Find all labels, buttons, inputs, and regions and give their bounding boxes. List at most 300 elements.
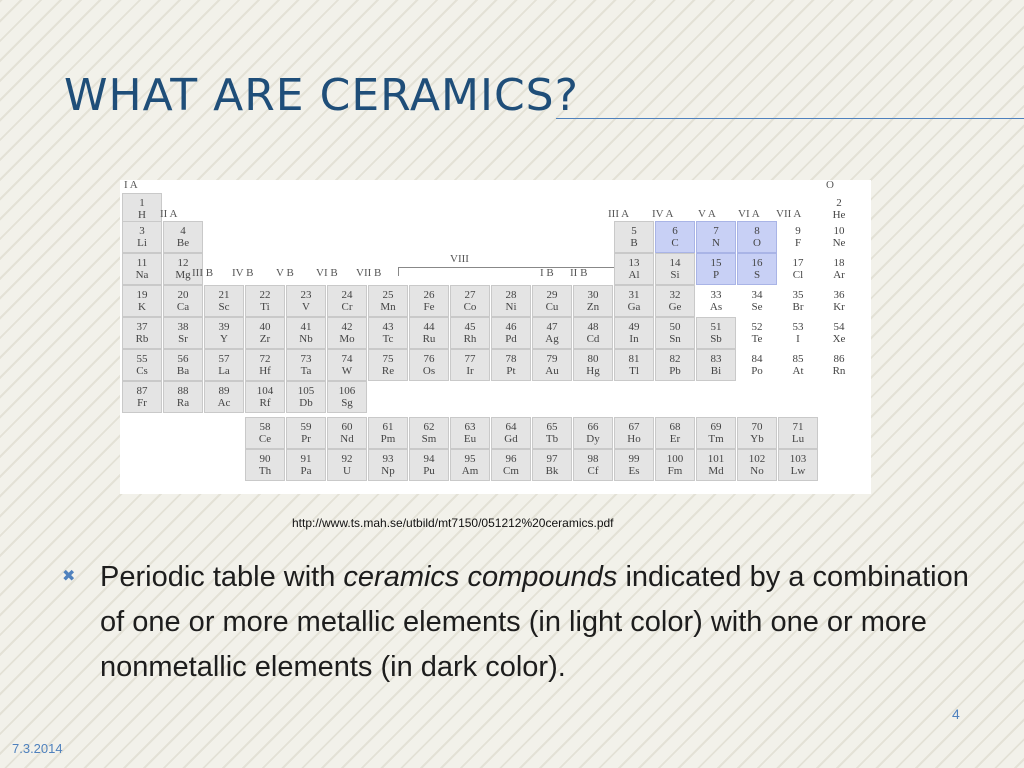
element-symbol: Se	[751, 301, 763, 313]
element-symbol: Rh	[463, 333, 477, 345]
atomic-number: 99	[628, 453, 640, 465]
group-label: II B	[570, 267, 588, 279]
element-cell-se	[737, 285, 777, 317]
atomic-number: 105	[297, 385, 315, 397]
atomic-number: 11	[136, 257, 148, 269]
atomic-number: 76	[423, 353, 435, 365]
element-symbol: Re	[381, 365, 395, 377]
element-symbol: Pb	[669, 365, 681, 377]
element-cell-tl	[614, 349, 654, 381]
element-cell-tc	[368, 317, 408, 349]
element-symbol: No	[750, 465, 764, 477]
element-cell-na	[122, 253, 162, 285]
element-cell-b	[614, 221, 654, 253]
element-symbol: Bi	[710, 365, 722, 377]
atomic-number: 85	[792, 353, 804, 365]
element-symbol: Rn	[832, 365, 846, 377]
atomic-number: 4	[180, 225, 186, 237]
group-label: VI B	[316, 267, 338, 279]
element-cell-te	[737, 317, 777, 349]
atomic-number: 32	[669, 289, 681, 301]
element-symbol: S	[753, 269, 761, 281]
element-symbol: Rf	[259, 397, 271, 409]
element-symbol: Ba	[176, 365, 190, 377]
atomic-number: 40	[259, 321, 271, 333]
element-cell-pd	[491, 317, 531, 349]
group-label: I A	[124, 179, 138, 191]
element-cell-zn	[573, 285, 613, 317]
element-symbol: Pu	[423, 465, 435, 477]
element-symbol: Li	[137, 237, 147, 249]
element-cell-i	[778, 317, 818, 349]
element-cell-lu	[778, 417, 818, 449]
element-symbol: Tl	[629, 365, 639, 377]
atomic-number: 5	[631, 225, 637, 237]
element-cell-cd	[573, 317, 613, 349]
element-symbol: Md	[708, 465, 724, 477]
element-cell-al	[614, 253, 654, 285]
element-cell-ho	[614, 417, 654, 449]
element-cell-au	[532, 349, 572, 381]
element-cell-gd	[491, 417, 531, 449]
title-underline	[556, 118, 1024, 119]
element-symbol: Lw	[790, 465, 806, 477]
element-symbol: Sr	[178, 333, 188, 345]
element-cell-li	[122, 221, 162, 253]
element-cell-sm	[409, 417, 449, 449]
atomic-number: 53	[792, 321, 804, 333]
atomic-number: 86	[833, 353, 845, 365]
element-symbol: Kr	[833, 301, 845, 313]
element-symbol: Pa	[300, 465, 312, 477]
element-cell-cs	[122, 349, 162, 381]
group-label: V B	[276, 267, 294, 279]
element-symbol: Lu	[791, 433, 805, 445]
element-cell-rf	[245, 381, 285, 413]
element-symbol: Am	[461, 465, 479, 477]
element-cell-re	[368, 349, 408, 381]
element-symbol: Ce	[258, 433, 272, 445]
element-cell-tb	[532, 417, 572, 449]
element-symbol: Pm	[380, 433, 396, 445]
atomic-number: 60	[341, 421, 353, 433]
source-url[interactable]: http://www.ts.mah.se/utbild/mt7150/051212%20ceramics.pdf	[292, 516, 614, 530]
element-cell-es	[614, 449, 654, 481]
element-cell-rh	[450, 317, 490, 349]
atomic-number: 88	[177, 385, 189, 397]
element-symbol: P	[712, 269, 720, 281]
element-symbol: Au	[545, 365, 559, 377]
atomic-number: 71	[792, 421, 804, 433]
element-cell-co	[450, 285, 490, 317]
element-symbol: Al	[628, 269, 640, 281]
atomic-number: 56	[177, 353, 189, 365]
element-cell-w	[327, 349, 367, 381]
atomic-number: 66	[587, 421, 599, 433]
element-symbol: Be	[176, 237, 190, 249]
element-cell-sc	[204, 285, 244, 317]
element-cell-la	[204, 349, 244, 381]
group-label: III A	[608, 208, 630, 220]
bullet-emphasis: ceramics compounds	[343, 561, 618, 593]
atomic-number: 41	[300, 321, 312, 333]
atomic-number: 46	[505, 321, 517, 333]
element-cell-nb	[286, 317, 326, 349]
element-symbol: Cs	[136, 365, 148, 377]
element-symbol: As	[709, 301, 723, 313]
element-symbol: Tb	[545, 433, 559, 445]
element-symbol: Y	[220, 333, 228, 345]
atomic-number: 51	[710, 321, 722, 333]
element-symbol: Ar	[833, 269, 845, 281]
element-cell-np	[368, 449, 408, 481]
element-symbol: Cd	[586, 333, 600, 345]
element-cell-n	[696, 221, 736, 253]
element-cell-as	[696, 285, 736, 317]
element-cell-th	[245, 449, 285, 481]
element-symbol: Ne	[832, 237, 846, 249]
element-cell-f	[778, 221, 818, 253]
atomic-number: 58	[259, 421, 271, 433]
element-symbol: Ru	[422, 333, 436, 345]
atomic-number: 68	[669, 421, 681, 433]
element-cell-sb	[696, 317, 736, 349]
group-label: V A	[698, 208, 716, 220]
atomic-number: 96	[505, 453, 517, 465]
element-symbol: Rb	[135, 333, 149, 345]
element-cell-sg	[327, 381, 367, 413]
element-symbol: Er	[669, 433, 681, 445]
atomic-number: 37	[136, 321, 148, 333]
atomic-number: 84	[751, 353, 763, 365]
atomic-number: 74	[341, 353, 353, 365]
atomic-number: 38	[177, 321, 189, 333]
element-cell-pt	[491, 349, 531, 381]
x-mark-icon: ✖	[62, 568, 76, 585]
element-cell-ce	[245, 417, 285, 449]
element-symbol: Fe	[423, 301, 435, 313]
element-cell-ra	[163, 381, 203, 413]
atomic-number: 6	[672, 225, 678, 237]
atomic-number: 33	[710, 289, 722, 301]
element-cell-er	[655, 417, 695, 449]
atomic-number: 17	[792, 257, 804, 269]
atomic-number: 87	[136, 385, 148, 397]
atomic-number: 55	[136, 353, 148, 365]
atomic-number: 22	[259, 289, 271, 301]
element-symbol: Zn	[586, 301, 600, 313]
atomic-number: 91	[300, 453, 312, 465]
atomic-number: 78	[505, 353, 517, 365]
element-symbol: Cf	[587, 465, 599, 477]
atomic-number: 7	[713, 225, 719, 237]
element-symbol: Si	[670, 269, 680, 281]
element-cell-dy	[573, 417, 613, 449]
atomic-number: 97	[546, 453, 558, 465]
element-cell-ba	[163, 349, 203, 381]
element-cell-ac	[204, 381, 244, 413]
atomic-number: 25	[382, 289, 394, 301]
atomic-number: 100	[666, 453, 684, 465]
atomic-number: 8	[754, 225, 760, 237]
element-cell-in	[614, 317, 654, 349]
atomic-number: 61	[382, 421, 394, 433]
element-symbol: Sn	[669, 333, 681, 345]
slide-number: 4	[952, 706, 960, 722]
element-symbol: Sm	[421, 433, 437, 445]
element-symbol: Fm	[667, 465, 683, 477]
atomic-number: 80	[587, 353, 599, 365]
atomic-number: 3	[139, 225, 145, 237]
element-symbol: Db	[299, 397, 313, 409]
element-symbol: Np	[381, 465, 395, 477]
element-cell-si	[655, 253, 695, 285]
element-cell-lw	[778, 449, 818, 481]
bullet-text	[100, 555, 970, 690]
group-label: IV B	[232, 267, 254, 279]
atomic-number: 72	[259, 353, 271, 365]
bullet-prefix: Periodic table with	[100, 561, 344, 593]
element-cell-pr	[286, 417, 326, 449]
atomic-number: 1	[139, 197, 145, 209]
element-cell-md	[696, 449, 736, 481]
atomic-number: 42	[341, 321, 353, 333]
atomic-number: 49	[628, 321, 640, 333]
atomic-number: 54	[833, 321, 845, 333]
element-cell-c	[655, 221, 695, 253]
element-cell-no	[737, 449, 777, 481]
element-symbol: Th	[258, 465, 272, 477]
element-cell-nd	[327, 417, 367, 449]
element-symbol: Zr	[259, 333, 271, 345]
element-cell-pm	[368, 417, 408, 449]
element-symbol: Ti	[260, 301, 270, 313]
element-symbol: F	[794, 237, 802, 249]
group-label: VIII	[450, 253, 469, 265]
element-cell-y	[204, 317, 244, 349]
slide-date: 7.3.2014	[12, 741, 63, 756]
element-symbol: O	[753, 237, 761, 249]
element-symbol: Cm	[503, 465, 519, 477]
element-cell-cl	[778, 253, 818, 285]
atomic-number: 52	[751, 321, 763, 333]
atomic-number: 36	[833, 289, 845, 301]
element-cell-sn	[655, 317, 695, 349]
element-cell-ni	[491, 285, 531, 317]
element-symbol: Sg	[341, 397, 353, 409]
element-cell-ar	[819, 253, 859, 285]
atomic-number: 30	[587, 289, 599, 301]
element-symbol: I	[796, 333, 800, 345]
atomic-number: 34	[751, 289, 763, 301]
group-label: I B	[540, 267, 554, 279]
atomic-number: 20	[177, 289, 189, 301]
element-symbol: W	[341, 365, 353, 377]
atomic-number: 103	[789, 453, 807, 465]
element-cell-cu	[532, 285, 572, 317]
element-cell-bk	[532, 449, 572, 481]
atomic-number: 95	[464, 453, 476, 465]
atomic-number: 73	[300, 353, 312, 365]
element-cell-ga	[614, 285, 654, 317]
element-cell-rn	[819, 349, 859, 381]
element-symbol: Ag	[545, 333, 559, 345]
element-cell-u	[327, 449, 367, 481]
group-label: IV A	[652, 208, 674, 220]
element-cell-hg	[573, 349, 613, 381]
element-symbol: Cu	[545, 301, 559, 313]
element-cell-am	[450, 449, 490, 481]
atomic-number: 75	[382, 353, 394, 365]
atomic-number: 98	[587, 453, 599, 465]
element-cell-rb	[122, 317, 162, 349]
element-cell-fr	[122, 381, 162, 413]
atomic-number: 93	[382, 453, 394, 465]
element-symbol: Tm	[708, 433, 724, 445]
atomic-number: 12	[177, 257, 189, 269]
element-cell-eu	[450, 417, 490, 449]
element-symbol: Fr	[137, 397, 147, 409]
atomic-number: 24	[341, 289, 353, 301]
atomic-number: 90	[259, 453, 271, 465]
element-symbol: Ca	[176, 301, 190, 313]
element-symbol: Ta	[300, 365, 312, 377]
element-cell-cf	[573, 449, 613, 481]
element-cell-pu	[409, 449, 449, 481]
element-symbol: Sc	[218, 301, 230, 313]
atomic-number: 16	[751, 257, 763, 269]
atomic-number: 81	[628, 353, 640, 365]
element-symbol: Ga	[627, 301, 641, 313]
element-symbol: Cl	[792, 269, 804, 281]
atomic-number: 31	[628, 289, 640, 301]
atomic-number: 47	[546, 321, 558, 333]
element-cell-ti	[245, 285, 285, 317]
element-cell-mn	[368, 285, 408, 317]
atomic-number: 83	[710, 353, 722, 365]
element-cell-ag	[532, 317, 572, 349]
element-cell-ca	[163, 285, 203, 317]
atomic-number: 27	[464, 289, 476, 301]
element-cell-cm	[491, 449, 531, 481]
element-cell-ir	[450, 349, 490, 381]
element-symbol: H	[138, 209, 146, 221]
atomic-number: 29	[546, 289, 558, 301]
element-symbol: Bk	[545, 465, 559, 477]
element-cell-os	[409, 349, 449, 381]
element-cell-ne	[819, 221, 859, 253]
element-cell-kr	[819, 285, 859, 317]
slide-title: WHAT ARE CERAMICS?	[64, 70, 579, 121]
element-symbol: Ir	[466, 365, 474, 377]
element-symbol: Os	[422, 365, 436, 377]
element-cell-ru	[409, 317, 449, 349]
atomic-number: 79	[546, 353, 558, 365]
element-symbol: V	[302, 301, 310, 313]
element-symbol: Pt	[506, 365, 516, 377]
atomic-number: 57	[218, 353, 230, 365]
element-symbol: Nb	[299, 333, 313, 345]
element-symbol: K	[138, 301, 146, 313]
element-cell-mo	[327, 317, 367, 349]
element-cell-be	[163, 221, 203, 253]
atomic-number: 62	[423, 421, 435, 433]
element-cell-bi	[696, 349, 736, 381]
bullet-suffix: indicated by a combination of one or more metallic elements (in light color) with one or more nonmetallic elements (in dark color).	[100, 561, 969, 683]
atomic-number: 64	[505, 421, 517, 433]
element-symbol: Ho	[627, 433, 641, 445]
atomic-number: 69	[710, 421, 722, 433]
atomic-number: 15	[710, 257, 722, 269]
atomic-number: 39	[218, 321, 230, 333]
element-symbol: Mn	[380, 301, 396, 313]
atomic-number: 10	[833, 225, 845, 237]
element-symbol: Dy	[586, 433, 600, 445]
element-symbol: Sb	[710, 333, 722, 345]
atomic-number: 48	[587, 321, 599, 333]
group-label: VI A	[738, 208, 760, 220]
element-cell-po	[737, 349, 777, 381]
element-symbol: N	[712, 237, 720, 249]
atomic-number: 67	[628, 421, 640, 433]
element-cell-db	[286, 381, 326, 413]
element-cell-br	[778, 285, 818, 317]
atomic-number: 35	[792, 289, 804, 301]
group-label: O	[826, 179, 834, 191]
element-symbol: Cr	[341, 301, 353, 313]
atomic-number: 14	[669, 257, 681, 269]
element-symbol: B	[630, 237, 638, 249]
element-symbol: Tc	[382, 333, 394, 345]
element-cell-s	[737, 253, 777, 285]
atomic-number: 63	[464, 421, 476, 433]
element-symbol: U	[343, 465, 351, 477]
element-symbol: Co	[463, 301, 477, 313]
atomic-number: 9	[795, 225, 801, 237]
element-cell-xe	[819, 317, 859, 349]
atomic-number: 44	[423, 321, 435, 333]
element-symbol: Yb	[750, 433, 764, 445]
element-cell-at	[778, 349, 818, 381]
group-viii-brace	[398, 267, 646, 276]
periodic-table-image	[120, 180, 871, 494]
element-cell-fe	[409, 285, 449, 317]
element-symbol: Pd	[505, 333, 517, 345]
element-symbol: Mg	[175, 269, 191, 281]
element-symbol: He	[832, 209, 846, 221]
atomic-number: 104	[256, 385, 274, 397]
atomic-number: 45	[464, 321, 476, 333]
element-cell-ta	[286, 349, 326, 381]
element-symbol: At	[792, 365, 804, 377]
element-symbol: Ni	[505, 301, 517, 313]
atomic-number: 19	[136, 289, 148, 301]
element-cell-o	[737, 221, 777, 253]
element-cell-sr	[163, 317, 203, 349]
element-cell-yb	[737, 417, 777, 449]
element-cell-p	[696, 253, 736, 285]
element-cell-fm	[655, 449, 695, 481]
group-label: III B	[192, 267, 214, 279]
element-cell-pb	[655, 349, 695, 381]
element-cell-pa	[286, 449, 326, 481]
element-symbol: Te	[751, 333, 763, 345]
element-symbol: La	[218, 365, 230, 377]
element-symbol: C	[671, 237, 679, 249]
element-cell-hf	[245, 349, 285, 381]
atomic-number: 50	[669, 321, 681, 333]
atomic-number: 13	[628, 257, 640, 269]
